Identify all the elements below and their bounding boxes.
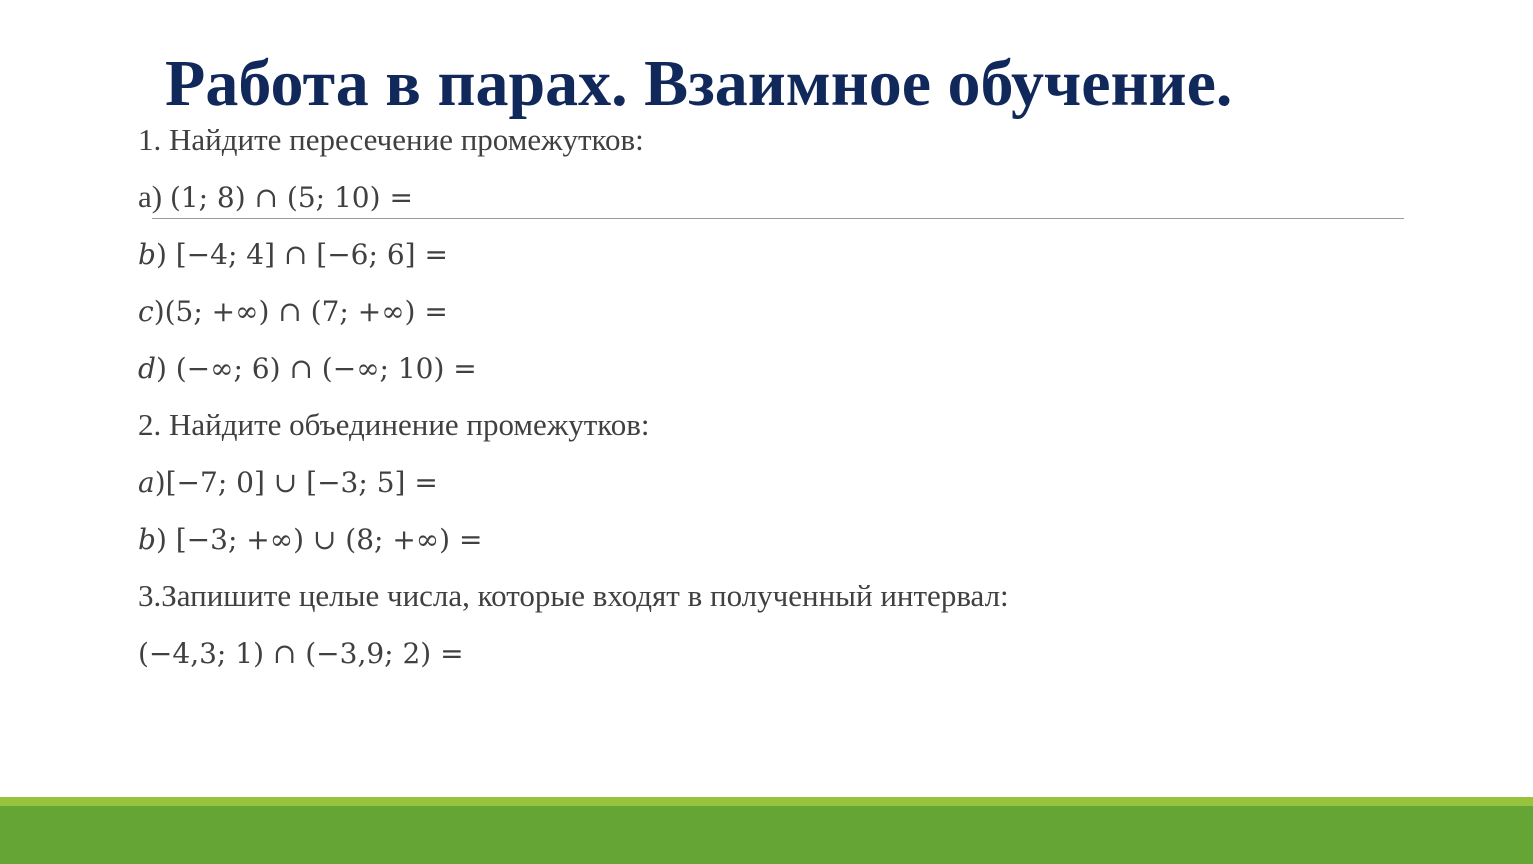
task2-item-b	[138, 519, 482, 560]
divider-line	[152, 218, 1404, 219]
task1-item-d	[138, 348, 477, 389]
task1-c-label: c	[138, 295, 154, 328]
task1-item-b	[138, 234, 448, 275]
task1-b-label: b	[138, 238, 156, 271]
task1-item-c	[138, 291, 448, 332]
task3-heading: 3.Запишите целые числа, которые входят в полученный интервал:	[138, 578, 1009, 613]
task1-c-expr: )(5; +∞) ∩ (7; +∞) =	[153, 295, 448, 328]
task3-item	[138, 633, 464, 674]
task1-heading: 1. Найдите пересечение промежутков:	[138, 122, 644, 157]
task1-item-a	[138, 177, 413, 218]
task1-a-expr: (1; 8) ∩ (5; 10) =	[169, 181, 413, 214]
task3-expr: (−4,3; 1) ∩ (−3,9; 2) =	[138, 637, 464, 670]
task2-a-label: a	[138, 466, 155, 499]
task1-b-expr: ) [−4; 4] ∩ [−6; 6] =	[155, 238, 448, 271]
slide-title: Работа в парах. Взаимное обучение.	[165, 47, 1233, 120]
task2-a-expr: )[−7; 0] ∪ [−3; 5] =	[154, 466, 438, 499]
task1-d-expr: ) (−∞; 6) ∩ (−∞; 10) =	[155, 352, 477, 385]
task1-a-label: а)	[138, 179, 163, 214]
task2-item-a	[138, 462, 438, 503]
task2-heading: 2. Найдите объединение промежутков:	[138, 407, 650, 442]
task2-b-label: b	[138, 523, 156, 556]
task1-d-label: d	[138, 352, 156, 385]
footer-band	[0, 806, 1533, 864]
footer-accent-stripe	[0, 797, 1533, 806]
task2-b-expr: ) [−3; +∞) ∪ (8; +∞) =	[155, 523, 483, 556]
